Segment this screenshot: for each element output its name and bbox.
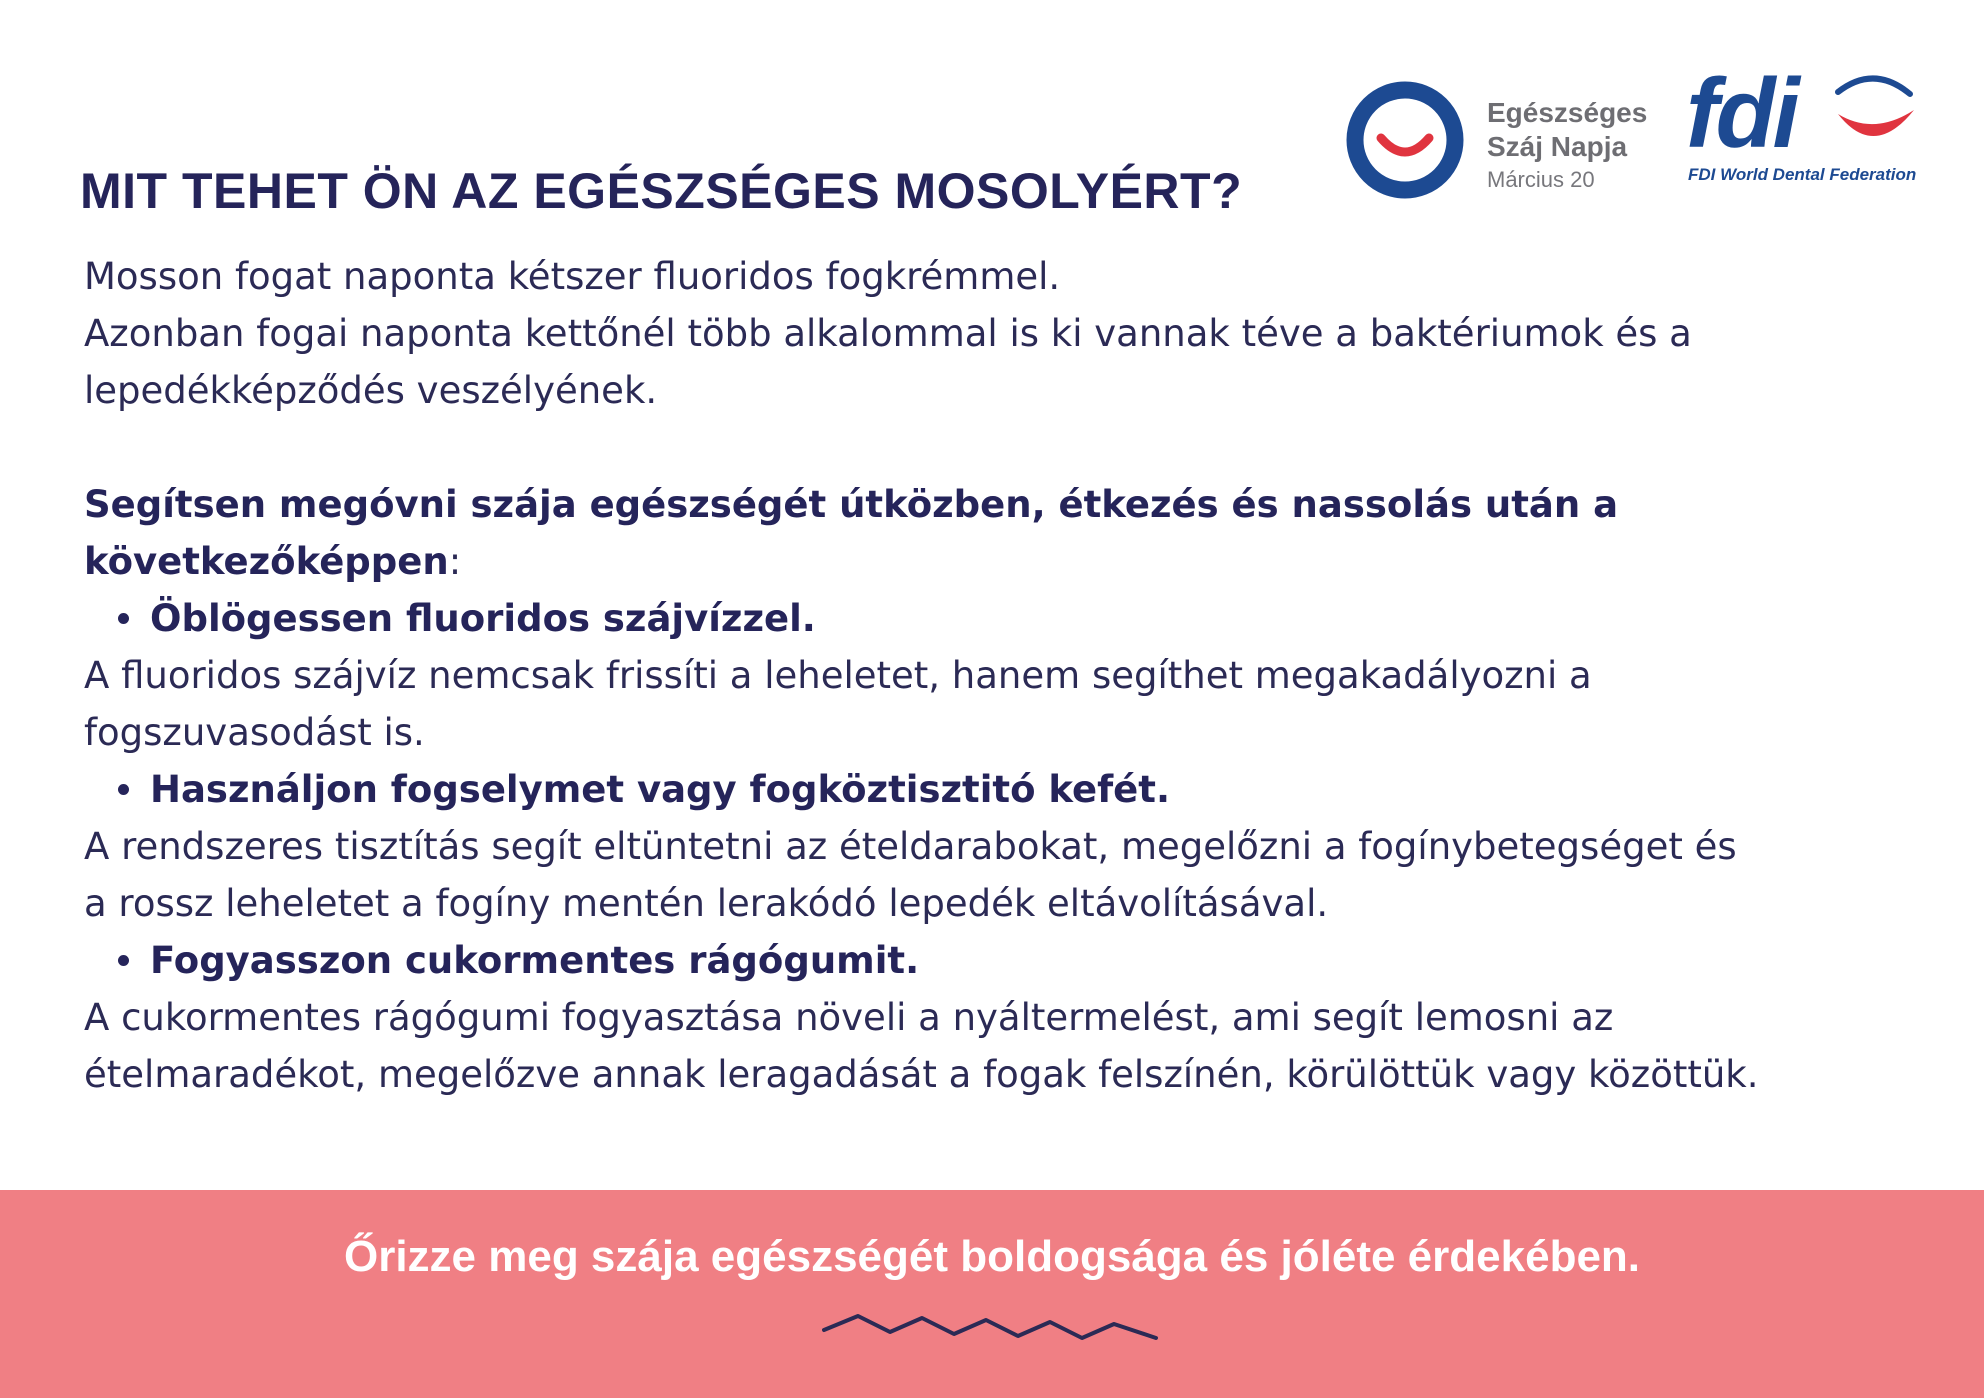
bullet-heading: Öblögessen fluoridos szájvízzel. bbox=[150, 597, 816, 640]
intro-line-3: lepedékképződés veszélyének. bbox=[84, 369, 658, 412]
bullet-heading: Használjon fogselymet vagy fogköztisztitó kefét. bbox=[150, 768, 1171, 811]
page-title: MIT TEHET ÖN AZ EGÉSZSÉGES MOSOLYÉRT? bbox=[80, 163, 1243, 219]
spacer bbox=[84, 419, 1924, 476]
logo-line-2: Száj Napja bbox=[1487, 131, 1628, 162]
bullet-item-floss bbox=[84, 761, 1924, 818]
bullet-text-line: A cukormentes rágógumi fogyasztása növeli a nyáltermelést, ami segít lemosni az bbox=[84, 996, 1614, 1039]
fdi-logo-subtitle: FDI World Dental Federation bbox=[1688, 165, 1917, 184]
intro-line-2: Azonban fogai naponta kettőnél több alkalommal is ki vannak téve a baktériumok és a bbox=[84, 312, 1692, 355]
main-content bbox=[84, 248, 1924, 1103]
fdi-logo-wordmark: fdi bbox=[1686, 58, 1797, 168]
bullet-item-mouthwash bbox=[84, 590, 1924, 647]
lead-line-2-bold: következőképpen bbox=[84, 540, 449, 583]
bullet-dot-icon bbox=[118, 784, 129, 795]
bullet-dot-icon bbox=[118, 955, 129, 966]
bullet-dot-icon bbox=[118, 613, 129, 624]
world-oral-health-day-logo-text bbox=[1487, 96, 1647, 196]
lead-line-1: Segítsen megóvni szája egészségét útközben, étkezés és nassolás után a bbox=[84, 483, 1619, 526]
bullet-text-line: A rendszeres tisztítás segít eltüntetni az ételdarabokat, megelőzni a fogínybetegséget és bbox=[84, 825, 1737, 868]
bullet-item-gum bbox=[84, 932, 1924, 989]
lead-line-2-colon: : bbox=[448, 540, 462, 583]
logo-date: Március 20 bbox=[1487, 167, 1595, 192]
bullet-text-line: fogszuvasodást is. bbox=[84, 711, 425, 754]
bullet-text-line: A fluoridos szájvíz nemcsak frissíti a leheletet, hanem segíthet megakadályozni a bbox=[84, 654, 1592, 697]
zigzag-wave-icon bbox=[822, 1308, 1162, 1342]
footer-tagline: Őrizze meg szája egészségét boldogsága és jóléte érdekében. bbox=[343, 1232, 1641, 1281]
intro-line-1: Mosson fogat naponta kétszer fluoridos fogkrémmel. bbox=[84, 255, 1061, 298]
smile-logo-icon bbox=[1345, 80, 1465, 200]
logo-line-1: Egészséges bbox=[1487, 97, 1648, 128]
bullet-text-line: ételmaradékot, megelőzve annak leragadását a fogak felszínén, körülöttük vagy közöttük. bbox=[84, 1053, 1759, 1096]
fdi-smile-arc-icon bbox=[1824, 70, 1924, 154]
bullet-text-line: a rossz leheletet a fogíny mentén lerakódó lepedék eltávolításával. bbox=[84, 882, 1329, 925]
bullet-heading: Fogyasszon cukormentes rágógumit. bbox=[150, 939, 920, 982]
footer-banner bbox=[0, 1190, 1984, 1398]
lead-line-2 bbox=[84, 533, 1924, 590]
